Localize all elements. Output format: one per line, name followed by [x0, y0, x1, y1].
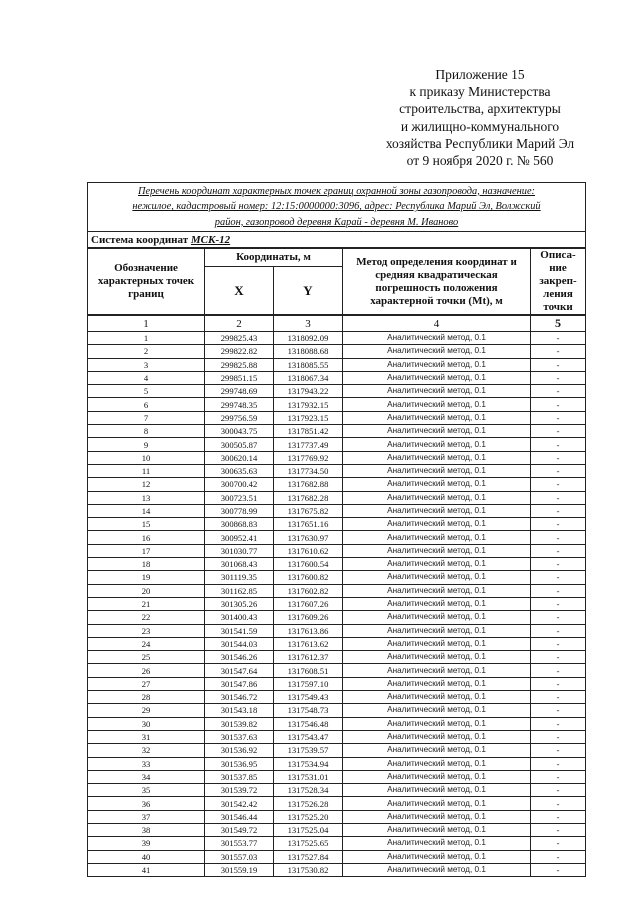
point-number: 15 — [88, 518, 205, 531]
coord-x: 300952.41 — [205, 531, 274, 544]
coord-y: 1317608.51 — [274, 664, 343, 677]
coord-x: 299825.43 — [205, 332, 274, 345]
table-title-line: район, газопровод деревня Карай - деревня М. Иваново — [214, 216, 459, 228]
point-number: 38 — [88, 823, 205, 836]
coord-y: 1318088.68 — [274, 345, 343, 358]
table-row — [88, 425, 586, 438]
table-row — [88, 784, 586, 797]
table-row — [88, 332, 586, 345]
table-title — [88, 183, 586, 232]
table-row — [88, 518, 586, 531]
coord-y: 1317597.10 — [274, 677, 343, 690]
appendix-line: строительства, архитектуры — [399, 101, 561, 117]
table-row — [88, 744, 586, 757]
coord-x: 301546.72 — [205, 691, 274, 704]
point-number: 35 — [88, 784, 205, 797]
table-body — [88, 332, 586, 877]
coord-y: 1317943.22 — [274, 385, 343, 398]
description: - — [531, 704, 586, 717]
coord-x: 301541.59 — [205, 624, 274, 637]
coord-y: 1317613.62 — [274, 637, 343, 650]
description: - — [531, 863, 586, 876]
description: - — [531, 691, 586, 704]
coord-x: 301546.26 — [205, 651, 274, 664]
coord-x: 300700.42 — [205, 478, 274, 491]
point-number: 34 — [88, 770, 205, 783]
coord-x: 300620.14 — [205, 451, 274, 464]
method: Аналитический метод, 0.1 — [343, 332, 531, 345]
coord-x: 300505.87 — [205, 438, 274, 451]
method: Аналитический метод, 0.1 — [343, 611, 531, 624]
point-number: 26 — [88, 664, 205, 677]
coordinates-table — [87, 182, 586, 877]
coordinate-system-label: Система координат — [91, 233, 189, 246]
method: Аналитический метод, 0.1 — [343, 664, 531, 677]
method: Аналитический метод, 0.1 — [343, 531, 531, 544]
method: Аналитический метод, 0.1 — [343, 491, 531, 504]
coord-y: 1317546.48 — [274, 717, 343, 730]
point-number: 10 — [88, 451, 205, 464]
method: Аналитический метод, 0.1 — [343, 637, 531, 650]
description: - — [531, 571, 586, 584]
point-number: 27 — [88, 677, 205, 690]
method: Аналитический метод, 0.1 — [343, 797, 531, 810]
coord-y: 1317682.28 — [274, 491, 343, 504]
coord-y: 1317600.54 — [274, 558, 343, 571]
table-row — [88, 730, 586, 743]
coord-y: 1317543.47 — [274, 730, 343, 743]
description: - — [531, 398, 586, 411]
coord-x: 299748.69 — [205, 385, 274, 398]
coord-x: 299756.59 — [205, 411, 274, 424]
point-number: 36 — [88, 797, 205, 810]
table-row — [88, 398, 586, 411]
point-number: 11 — [88, 464, 205, 477]
table-row — [88, 691, 586, 704]
coord-x: 301559.19 — [205, 863, 274, 876]
coord-y: 1317851.42 — [274, 425, 343, 438]
method: Аналитический метод, 0.1 — [343, 757, 531, 770]
method: Аналитический метод, 0.1 — [343, 584, 531, 597]
table-row — [88, 637, 586, 650]
coord-x: 299825.88 — [205, 358, 274, 371]
point-number: 5 — [88, 385, 205, 398]
method: Аналитический метод, 0.1 — [343, 385, 531, 398]
description: - — [531, 744, 586, 757]
description: - — [531, 438, 586, 451]
point-number: 33 — [88, 757, 205, 770]
method: Аналитический метод, 0.1 — [343, 823, 531, 836]
point-number: 22 — [88, 611, 205, 624]
coord-y: 1317539.57 — [274, 744, 343, 757]
point-number: 30 — [88, 717, 205, 730]
method: Аналитический метод, 0.1 — [343, 744, 531, 757]
description: - — [531, 770, 586, 783]
point-number: 8 — [88, 425, 205, 438]
table-row — [88, 571, 586, 584]
method: Аналитический метод, 0.1 — [343, 677, 531, 690]
column-number: 1 — [88, 315, 205, 332]
point-number: 19 — [88, 571, 205, 584]
coord-x: 301537.85 — [205, 770, 274, 783]
coord-y: 1317630.97 — [274, 531, 343, 544]
table-row — [88, 823, 586, 836]
table-title-line: нежилое, кадастровый номер: 12:15:0000000:3096, адрес: Республика Марий Эл, Волжский — [132, 201, 541, 213]
description: - — [531, 451, 586, 464]
table-row — [88, 385, 586, 398]
coordinate-system-value: МСК-12 — [190, 233, 231, 246]
coord-x: 300868.83 — [205, 518, 274, 531]
method: Аналитический метод, 0.1 — [343, 371, 531, 384]
point-number: 32 — [88, 744, 205, 757]
description: - — [531, 544, 586, 557]
description: - — [531, 837, 586, 850]
description: - — [531, 385, 586, 398]
coord-y: 1317525.04 — [274, 823, 343, 836]
method: Аналитический метод, 0.1 — [343, 425, 531, 438]
header-y: Y — [274, 267, 343, 316]
header-coordinates: Координаты, м — [205, 248, 343, 267]
point-number: 7 — [88, 411, 205, 424]
point-number: 37 — [88, 810, 205, 823]
column-number: 2 — [205, 315, 274, 332]
description: - — [531, 531, 586, 544]
coord-x: 301542.42 — [205, 797, 274, 810]
point-number: 28 — [88, 691, 205, 704]
table-row — [88, 531, 586, 544]
method: Аналитический метод, 0.1 — [343, 558, 531, 571]
coord-y: 1317530.82 — [274, 863, 343, 876]
coord-y: 1317612.37 — [274, 651, 343, 664]
description: - — [531, 504, 586, 517]
point-number: 23 — [88, 624, 205, 637]
header-x: X — [205, 267, 274, 316]
point-number: 25 — [88, 651, 205, 664]
point-number: 20 — [88, 584, 205, 597]
coord-x: 301539.82 — [205, 717, 274, 730]
description: - — [531, 371, 586, 384]
description: - — [531, 584, 586, 597]
coord-x: 301119.35 — [205, 571, 274, 584]
appendix-line: и жилищно-коммунального — [400, 118, 560, 134]
coord-y: 1317602.82 — [274, 584, 343, 597]
table-row — [88, 411, 586, 424]
description: - — [531, 558, 586, 571]
point-number: 4 — [88, 371, 205, 384]
method: Аналитический метод, 0.1 — [343, 478, 531, 491]
coord-y: 1317675.82 — [274, 504, 343, 517]
method: Аналитический метод, 0.1 — [343, 504, 531, 517]
column-number: 5 — [531, 315, 586, 332]
table-row — [88, 850, 586, 863]
method: Аналитический метод, 0.1 — [343, 691, 531, 704]
description: - — [531, 411, 586, 424]
coord-y: 1317610.62 — [274, 544, 343, 557]
method: Аналитический метод, 0.1 — [343, 704, 531, 717]
point-number: 41 — [88, 863, 205, 876]
coord-x: 301068.43 — [205, 558, 274, 571]
coord-y: 1317548.73 — [274, 704, 343, 717]
point-number: 1 — [88, 332, 205, 345]
method: Аналитический метод, 0.1 — [343, 770, 531, 783]
appendix-line: хозяйства Республики Марий Эл — [385, 135, 575, 151]
description: - — [531, 677, 586, 690]
table-row — [88, 584, 586, 597]
method: Аналитический метод, 0.1 — [343, 837, 531, 850]
description: - — [531, 823, 586, 836]
table-row — [88, 664, 586, 677]
method: Аналитический метод, 0.1 — [343, 863, 531, 876]
description: - — [531, 664, 586, 677]
method: Аналитический метод, 0.1 — [343, 345, 531, 358]
method: Аналитический метод, 0.1 — [343, 810, 531, 823]
table-row — [88, 438, 586, 451]
coord-y: 1317607.26 — [274, 597, 343, 610]
description: - — [531, 624, 586, 637]
description: - — [531, 425, 586, 438]
method: Аналитический метод, 0.1 — [343, 451, 531, 464]
coord-y: 1317769.92 — [274, 451, 343, 464]
method: Аналитический метод, 0.1 — [343, 651, 531, 664]
appendix-line: от 9 ноября 2020 г. № 560 — [406, 153, 554, 169]
table-row — [88, 544, 586, 557]
column-number: 3 — [274, 315, 343, 332]
description: - — [531, 358, 586, 371]
coord-x: 301537.63 — [205, 730, 274, 743]
method: Аналитический метод, 0.1 — [343, 544, 531, 557]
table-row — [88, 677, 586, 690]
method: Аналитический метод, 0.1 — [343, 464, 531, 477]
table-row — [88, 863, 586, 876]
coord-y: 1317682.88 — [274, 478, 343, 491]
coord-y: 1317923.15 — [274, 411, 343, 424]
coord-y: 1317613.86 — [274, 624, 343, 637]
appendix-header — [350, 66, 610, 169]
table-row — [88, 358, 586, 371]
coord-y: 1317525.65 — [274, 837, 343, 850]
coord-y: 1317526.28 — [274, 797, 343, 810]
table-row — [88, 717, 586, 730]
point-number: 21 — [88, 597, 205, 610]
point-number: 31 — [88, 730, 205, 743]
coord-y: 1317609.26 — [274, 611, 343, 624]
table-row — [88, 757, 586, 770]
description: - — [531, 850, 586, 863]
method: Аналитический метод, 0.1 — [343, 411, 531, 424]
description: - — [531, 478, 586, 491]
table-row — [88, 504, 586, 517]
column-numbers-row — [88, 315, 586, 332]
coord-y: 1317534.94 — [274, 757, 343, 770]
header-method: Метод определения координат и средняя квадратическая погрешность положения характерной точки (Mt), м — [343, 248, 531, 315]
point-number: 6 — [88, 398, 205, 411]
coord-y: 1317734.50 — [274, 464, 343, 477]
coord-x: 301030.77 — [205, 544, 274, 557]
method: Аналитический метод, 0.1 — [343, 571, 531, 584]
point-number: 14 — [88, 504, 205, 517]
point-number: 39 — [88, 837, 205, 850]
method: Аналитический метод, 0.1 — [343, 518, 531, 531]
column-number: 4 — [343, 315, 531, 332]
method: Аналитический метод, 0.1 — [343, 398, 531, 411]
method: Аналитический метод, 0.1 — [343, 597, 531, 610]
coord-y: 1317932.15 — [274, 398, 343, 411]
description: - — [531, 784, 586, 797]
description: - — [531, 491, 586, 504]
method: Аналитический метод, 0.1 — [343, 438, 531, 451]
coord-x: 301544.03 — [205, 637, 274, 650]
point-number: 24 — [88, 637, 205, 650]
coord-x: 299851.15 — [205, 371, 274, 384]
description: - — [531, 810, 586, 823]
coord-x: 301536.92 — [205, 744, 274, 757]
coordinate-system — [88, 232, 586, 249]
coord-y: 1317528.34 — [274, 784, 343, 797]
table-row — [88, 797, 586, 810]
description: - — [531, 332, 586, 345]
method: Аналитический метод, 0.1 — [343, 624, 531, 637]
method: Аналитический метод, 0.1 — [343, 730, 531, 743]
description: - — [531, 651, 586, 664]
description: - — [531, 345, 586, 358]
coord-x: 301539.72 — [205, 784, 274, 797]
coord-x: 300723.51 — [205, 491, 274, 504]
coord-x: 300043.75 — [205, 425, 274, 438]
table-row — [88, 810, 586, 823]
table-row — [88, 611, 586, 624]
header-point: Обозначение характерных точек границ — [88, 248, 205, 315]
point-number: 17 — [88, 544, 205, 557]
description: - — [531, 717, 586, 730]
method: Аналитический метод, 0.1 — [343, 358, 531, 371]
description: - — [531, 611, 586, 624]
point-number: 16 — [88, 531, 205, 544]
coord-x: 301547.64 — [205, 664, 274, 677]
coord-x: 301553.77 — [205, 837, 274, 850]
description: - — [531, 637, 586, 650]
table-row — [88, 345, 586, 358]
coord-x: 301549.72 — [205, 823, 274, 836]
coord-x: 299822.82 — [205, 345, 274, 358]
table-row — [88, 597, 586, 610]
coord-x: 301536.95 — [205, 757, 274, 770]
coord-y: 1317525.20 — [274, 810, 343, 823]
point-number: 12 — [88, 478, 205, 491]
coord-y: 1317651.16 — [274, 518, 343, 531]
table-row — [88, 491, 586, 504]
point-number: 9 — [88, 438, 205, 451]
coord-y: 1317531.01 — [274, 770, 343, 783]
point-number: 40 — [88, 850, 205, 863]
coord-x: 300635.63 — [205, 464, 274, 477]
point-number: 13 — [88, 491, 205, 504]
method: Аналитический метод, 0.1 — [343, 784, 531, 797]
table-row — [88, 464, 586, 477]
coord-y: 1317600.82 — [274, 571, 343, 584]
description: - — [531, 730, 586, 743]
header-description: Описа-ние закреп-ления точки — [531, 248, 586, 315]
appendix-line: Приложение 15 — [435, 67, 525, 82]
table-row — [88, 837, 586, 850]
coord-x: 301543.18 — [205, 704, 274, 717]
point-number: 18 — [88, 558, 205, 571]
point-number: 2 — [88, 345, 205, 358]
method: Аналитический метод, 0.1 — [343, 850, 531, 863]
table-row — [88, 624, 586, 637]
method: Аналитический метод, 0.1 — [343, 717, 531, 730]
appendix-line: к приказу Министерства — [409, 84, 551, 100]
coord-y: 1317549.43 — [274, 691, 343, 704]
coord-y: 1317527.84 — [274, 850, 343, 863]
table-row — [88, 478, 586, 491]
coord-y: 1318067.34 — [274, 371, 343, 384]
description: - — [531, 757, 586, 770]
table-row — [88, 451, 586, 464]
description: - — [531, 464, 586, 477]
coord-x: 301400.43 — [205, 611, 274, 624]
coord-x: 301547.86 — [205, 677, 274, 690]
point-number: 29 — [88, 704, 205, 717]
coord-x: 301546.44 — [205, 810, 274, 823]
table-row — [88, 770, 586, 783]
table-row — [88, 558, 586, 571]
coord-x: 299748.35 — [205, 398, 274, 411]
description: - — [531, 797, 586, 810]
point-number: 3 — [88, 358, 205, 371]
coord-y: 1318085.55 — [274, 358, 343, 371]
coord-x: 300778.99 — [205, 504, 274, 517]
coord-y: 1318092.09 — [274, 332, 343, 345]
coord-x: 301162.85 — [205, 584, 274, 597]
description: - — [531, 518, 586, 531]
table-row — [88, 371, 586, 384]
coord-x: 301305.26 — [205, 597, 274, 610]
coord-y: 1317737.49 — [274, 438, 343, 451]
description: - — [531, 597, 586, 610]
coord-x: 301557.03 — [205, 850, 274, 863]
table-title-line: Перечень координат характерных точек границ охранной зоны газопровода, назначение: — [138, 185, 536, 197]
table-row — [88, 651, 586, 664]
table-row — [88, 704, 586, 717]
